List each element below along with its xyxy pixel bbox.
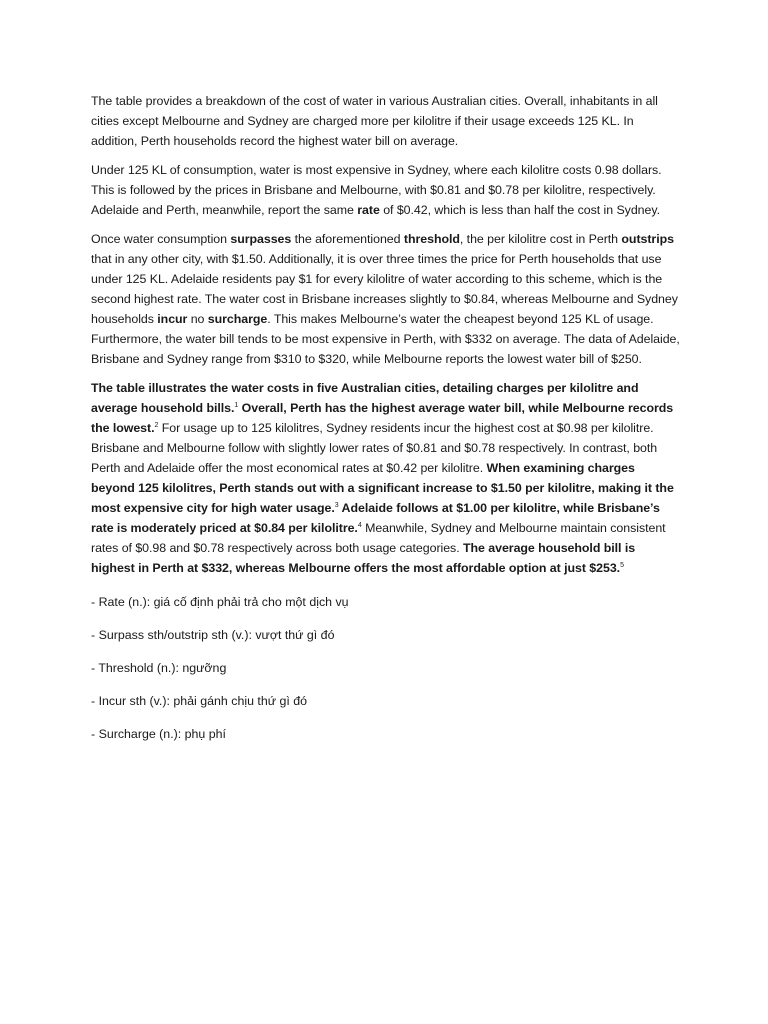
bold-term-outstrips: outstrips <box>621 232 674 246</box>
bold-sentence: Adelaide follows at $1.00 per kilolitre, while Brisbane’s rate is moderately priced at $0.84 per kilolitre. <box>91 501 660 535</box>
paragraph-text: of $0.42, which is less than half the cost in Sydney. <box>379 203 660 217</box>
paragraph-under-125kl <box>91 160 681 220</box>
bold-sentence: When examining charges beyond 125 kilolitres, Perth stands out with a significant increase to $1.50 per kilolitre, making it the most expensive city for high water usage. <box>91 461 674 515</box>
vocab-item-surpass: - Surpass sth/outstrip sth (v.): vượt thứ gì đó <box>91 628 335 642</box>
bold-sentence: Overall, Perth has the highest average water bill, while Melbourne records the lowest. <box>91 401 674 435</box>
paragraph-text: no <box>187 312 208 326</box>
paragraph-text: Meanwhile, Sydney and Melbourne maintain consistent rates of $0.98 and $0.78 respectively across both usage categories. <box>91 521 666 555</box>
paragraph-text: . This makes Melbourne’s water the cheapest beyond 125 KL of usage. Furthermore, the water bill tends to be most expensive in Perth, with $332 on average. The data of Adelaide, Brisbane and Sydney range from $310 to $320, while Melbourne reports the lowest water bill of $250. <box>91 312 680 366</box>
paragraph-text: Once water consumption <box>91 232 231 246</box>
vocabulary-list <box>91 592 681 744</box>
bold-term-rate: rate <box>357 203 380 217</box>
paragraph-text: The table provides a breakdown of the cost of water in various Australian cities. Overall, inhabitants in all cities except Melbourne and Sydney are charged more per kilolitre if their usage exceeds 125 KL. In addition, Perth households record the highest water bill on average. <box>91 94 658 148</box>
vocab-item-threshold: - Threshold (n.): ngưỡng <box>91 661 227 675</box>
footnote-marker: 3 <box>334 501 339 509</box>
bold-term-threshold: threshold <box>403 232 460 246</box>
paragraph-text: the aforementioned <box>291 232 404 246</box>
footnote-marker: 5 <box>620 561 624 569</box>
document-page <box>91 91 681 757</box>
paragraph-text: Under 125 KL of consumption, water is most expensive in Sydney, where each kilolitre costs 0.98 dollars. This is followed by the prices in Brisbane and Melbourne, with $0.81 and $0.78 per kilolitre, respectively. Adelaide and Perth, meanwhile, report the same <box>91 163 662 217</box>
bold-term-surpasses: surpasses <box>230 232 292 246</box>
paragraph-text: that in any other city, with $1.50. Additionally, it is over three times the price for Perth households that use under 125 KL. Adelaide residents pay $1 for every kilolitre of water according to this scheme, which is the second highest rate. The water cost in Brisbane increases slightly to $0.84, whereas Melbourne and Sydney households <box>91 252 678 326</box>
bold-term-incur: incur <box>157 312 188 326</box>
bold-sentence: The average household bill is highest in Perth at $332, whereas Melbourne offers the most affordable option at just $253. <box>91 541 636 575</box>
footnote-marker: 2 <box>154 421 159 429</box>
vocab-item-surcharge: - Surcharge (n.): phụ phí <box>91 727 226 741</box>
paragraph-sample-answer <box>91 378 681 578</box>
footnote-marker: 1 <box>234 401 239 409</box>
bold-term-surcharge: surcharge <box>207 312 268 326</box>
paragraph-overview <box>91 91 681 151</box>
vocab-item-incur: - Incur sth (v.): phải gánh chịu thứ gì đó <box>91 694 308 708</box>
paragraph-text: , the per kilolitre cost in Perth <box>459 232 622 246</box>
paragraph-over-125kl <box>91 229 681 369</box>
footnote-marker: 4 <box>357 521 362 529</box>
vocab-item-rate: - Rate (n.): giá cố định phải trả cho một dịch vụ <box>91 595 349 609</box>
paragraph-text: For usage up to 125 kilolitres, Sydney residents incur the highest cost at $0.98 per kilolitre. Brisbane and Melbourne follow with slightly lower rates of $0.81 and $0.78 respectively. In contrast, both Perth and Adelaide offer the most economical rates at $0.42 per kilolitre. <box>91 421 658 475</box>
bold-sentence: The table illustrates the water costs in five Australian cities, detailing charges per kilolitre and average household bills. <box>91 381 639 415</box>
